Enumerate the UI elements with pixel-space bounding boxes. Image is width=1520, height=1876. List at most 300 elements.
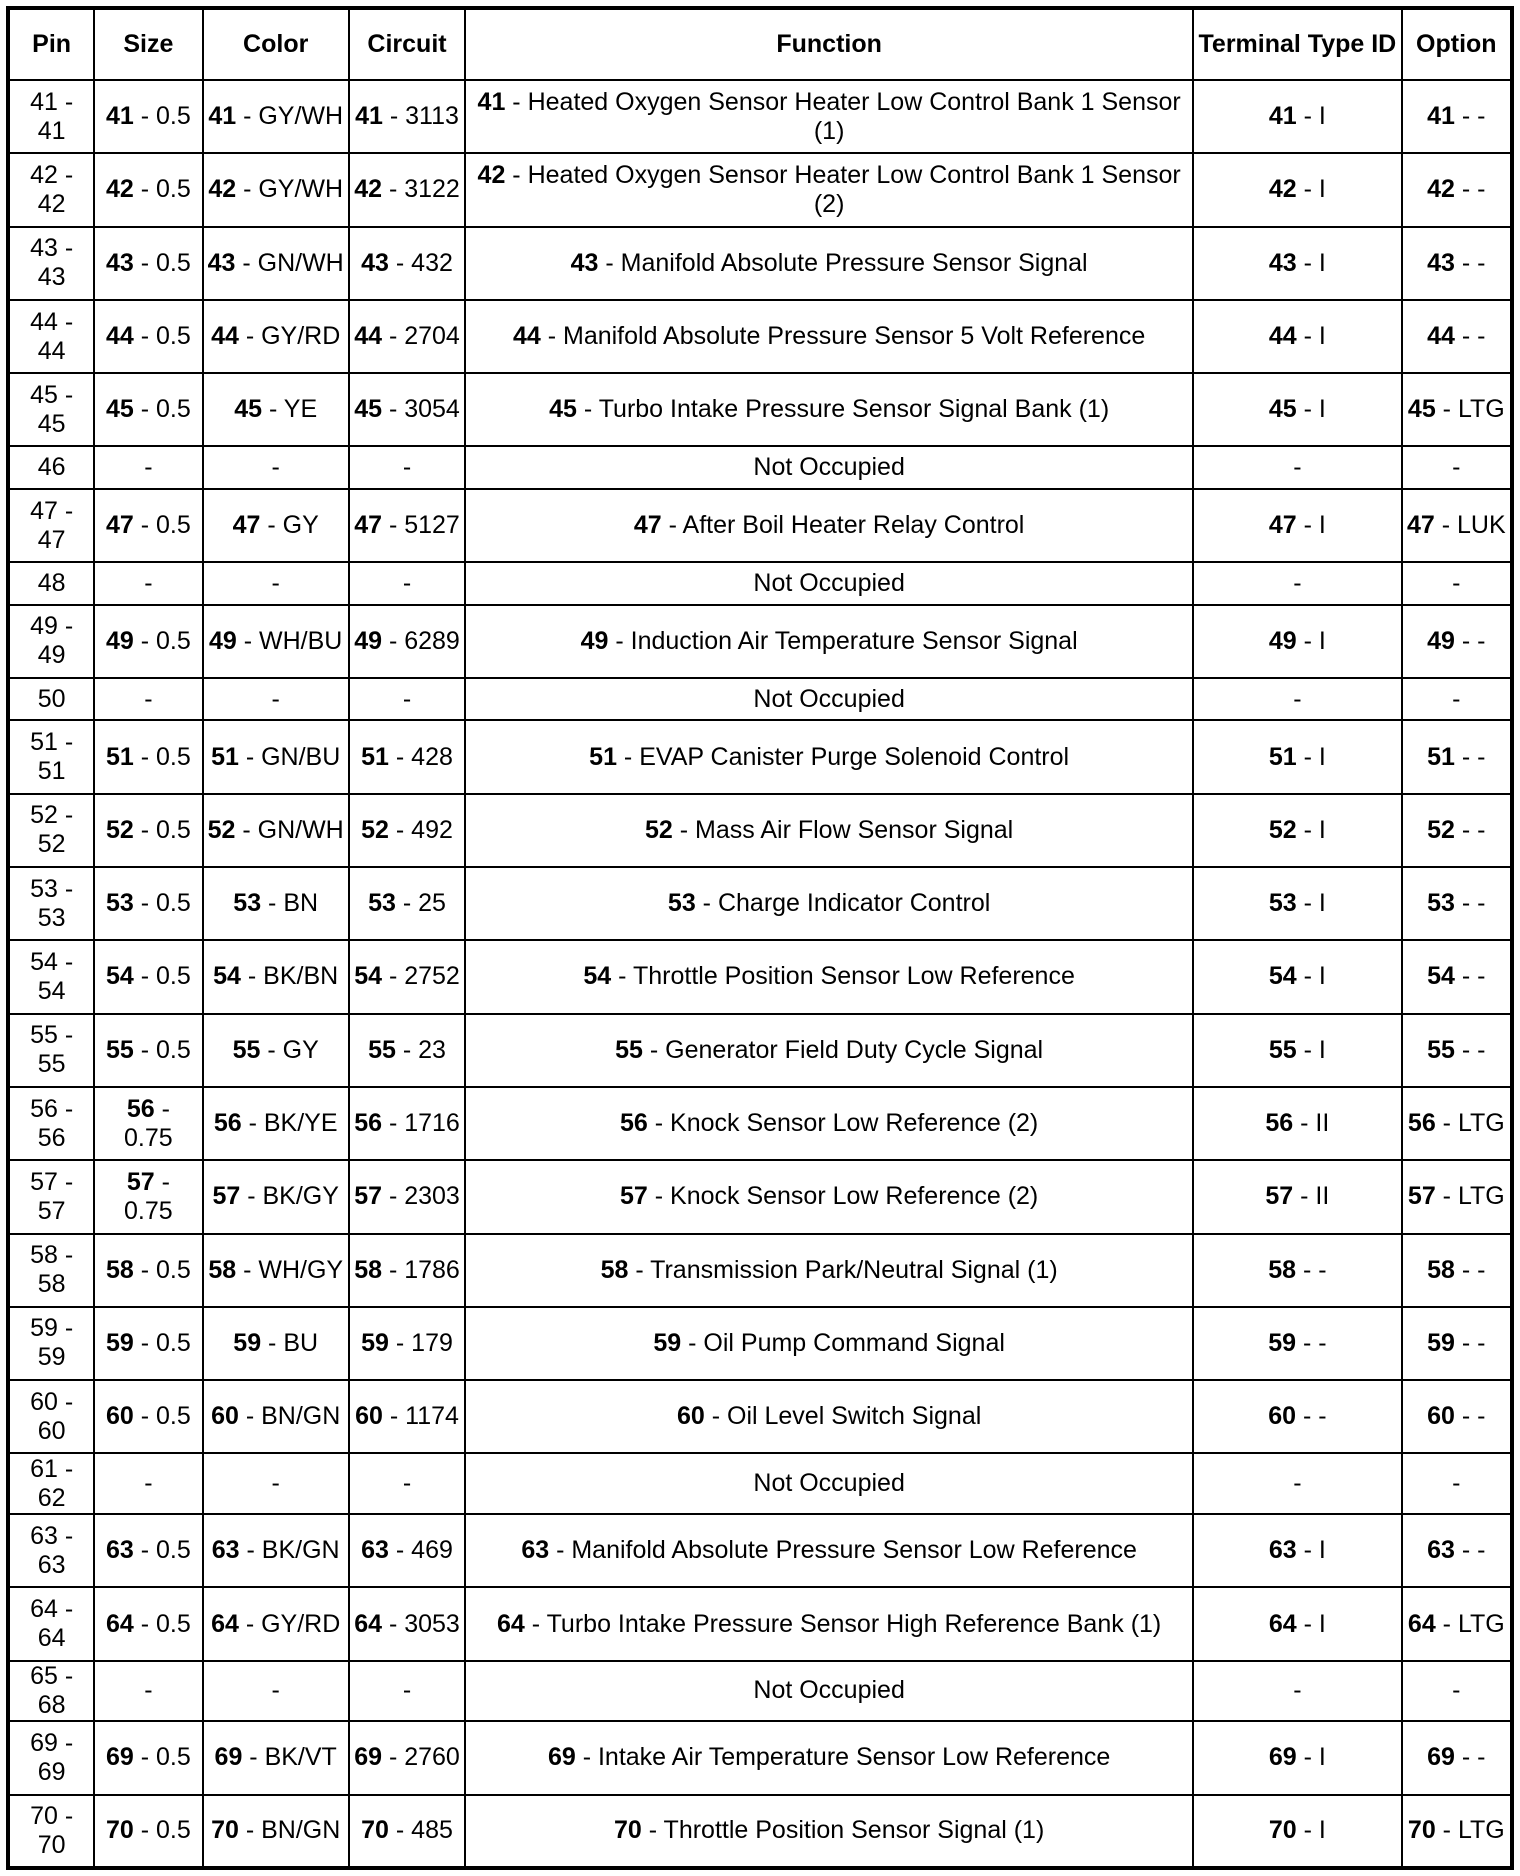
cell-color: [203, 1160, 349, 1233]
cell-function: Not Occupied: [465, 1661, 1193, 1722]
cell-pin-ref: 54: [354, 962, 382, 991]
cell-pin-ref: 69: [1268, 1743, 1297, 1772]
table-row: [8, 720, 1512, 793]
cell-value: - 0.5: [133, 626, 191, 655]
table-row: [8, 1380, 1512, 1453]
cell-value: - WH/BU: [236, 626, 343, 655]
header-option: Option: [1402, 8, 1512, 80]
cell-circuit: [349, 1721, 465, 1794]
cell-value: - GY: [260, 511, 319, 540]
cell-value: - 2760: [382, 1743, 460, 1772]
cell-terminal: [1193, 1721, 1402, 1794]
cell-terminal: -: [1193, 1661, 1402, 1722]
cell-value: - GY/WH: [236, 102, 344, 131]
table-row: [8, 1087, 1512, 1160]
table-row: [8, 489, 1512, 562]
cell-size: [94, 720, 202, 793]
table-row: [8, 1661, 1512, 1722]
cell-value: - BK/GN: [239, 1536, 340, 1565]
cell-pin-ref: 55: [1268, 1035, 1297, 1064]
cell-option: [1402, 867, 1512, 940]
cell-size: [94, 227, 202, 300]
cell-value: - -: [1454, 102, 1486, 131]
cell-pin-ref: 63: [1268, 1536, 1297, 1565]
cell-pin-ref: 45: [1268, 395, 1297, 424]
cell-pin-ref: 47: [633, 511, 662, 540]
cell-function: [465, 1160, 1193, 1233]
cell-value: - YE: [262, 395, 318, 424]
cell-value: - I: [1296, 815, 1326, 844]
cell-pin: 46: [8, 446, 94, 488]
cell-pin-ref: 63: [211, 1536, 240, 1565]
cell-circuit: [349, 373, 465, 446]
cell-value: - 0.5: [133, 1609, 191, 1638]
cell-pin-ref: 45: [354, 395, 382, 424]
cell-pin-ref: 41: [477, 87, 506, 116]
cell-pin-ref: 47: [105, 511, 134, 540]
cell-value: - I: [1296, 1035, 1326, 1064]
cell-pin-ref: 69: [105, 1743, 134, 1772]
cell-value: - 0.5: [133, 889, 191, 918]
cell-value: - EVAP Canister Purge Solenoid Control: [616, 742, 1070, 771]
cell-pin-ref: 60: [211, 1402, 239, 1431]
cell-option: [1402, 300, 1512, 373]
cell-pin-ref: 43: [1268, 248, 1297, 277]
cell-pin-ref: 52: [105, 815, 134, 844]
cell-function: [465, 1014, 1193, 1087]
cell-pin-ref: 53: [1427, 889, 1455, 918]
cell-pin-ref: 44: [1268, 322, 1297, 351]
cell-circuit: -: [349, 1661, 465, 1722]
cell-pin-ref: 54: [1268, 962, 1297, 991]
cell-value: - 0.5: [133, 1536, 191, 1565]
cell-value: - GN/BU: [238, 742, 341, 771]
cell-pin-ref: 54: [213, 962, 241, 991]
cell-pin-ref: 60: [355, 1402, 383, 1431]
cell-value: - -: [1454, 742, 1486, 771]
cell-value: - -: [1454, 1255, 1486, 1284]
cell-option: -: [1402, 1661, 1512, 1722]
cell-value: - LTG: [1435, 1609, 1505, 1638]
cell-value: - I: [1296, 102, 1326, 131]
cell-value: - I: [1296, 248, 1326, 277]
cell-color: -: [203, 1661, 349, 1722]
cell-function: [465, 300, 1193, 373]
cell-color: -: [203, 446, 349, 488]
cell-pin-ref: 64: [1268, 1609, 1297, 1638]
cell-color: [203, 1587, 349, 1660]
table-row: [8, 1234, 1512, 1307]
cell-value: - Charge Indicator Control: [695, 889, 991, 918]
cell-size: [94, 1587, 202, 1660]
cell-pin-ref: 43: [207, 248, 236, 277]
cell-circuit: [349, 1587, 465, 1660]
cell-circuit: -: [349, 1453, 465, 1514]
table-row: [8, 1307, 1512, 1380]
cell-pin-ref: 70: [361, 1816, 389, 1845]
cell-size: -: [94, 1453, 202, 1514]
cell-pin-ref: 58: [208, 1255, 237, 1284]
cell-function: [465, 227, 1193, 300]
cell-size: -: [94, 1661, 202, 1722]
cell-value: - Heated Oxygen Sensor Heater Low Control Bank 1 Sensor (2): [505, 160, 1181, 218]
cell-pin: 44 - 44: [8, 300, 94, 373]
cell-value: - II: [1293, 1182, 1330, 1211]
cell-pin-ref: 69: [1427, 1743, 1455, 1772]
cell-color: [203, 1380, 349, 1453]
cell-value: - GY/RD: [238, 322, 341, 351]
cell-function: [465, 867, 1193, 940]
cell-pin-ref: 45: [549, 395, 577, 424]
cell-pin-ref: 57: [212, 1182, 241, 1211]
cell-size: -: [94, 678, 202, 720]
header-terminal-type-id: Terminal Type ID: [1193, 8, 1402, 80]
cell-value: - -: [1454, 889, 1486, 918]
cell-color: [203, 1014, 349, 1087]
cell-value: - BU: [261, 1328, 319, 1357]
cell-pin-ref: 56: [619, 1109, 648, 1138]
cell-function: [465, 1514, 1193, 1587]
cell-pin-ref: 52: [361, 815, 389, 844]
cell-value: - BN/GN: [238, 1402, 341, 1431]
cell-option: [1402, 720, 1512, 793]
cell-pin-ref: 41: [208, 102, 237, 131]
cell-terminal: [1193, 940, 1402, 1013]
cell-pin-ref: 58: [105, 1255, 134, 1284]
cell-circuit: [349, 300, 465, 373]
cell-pin-ref: 47: [1406, 511, 1435, 540]
cell-value: - -: [1454, 1743, 1486, 1772]
table-row: [8, 1453, 1512, 1514]
cell-pin: 57 - 57: [8, 1160, 94, 1233]
cell-option: [1402, 80, 1512, 153]
cell-pin-ref: 56: [126, 1094, 155, 1123]
cell-pin-ref: 59: [233, 1328, 262, 1357]
cell-terminal: [1193, 1014, 1402, 1087]
cell-value: - I: [1296, 175, 1326, 204]
cell-function: [465, 153, 1193, 226]
cell-pin-ref: 57: [354, 1182, 382, 1211]
cell-value: - 485: [388, 1816, 453, 1845]
cell-pin-ref: 59: [105, 1328, 134, 1357]
cell-pin-ref: 55: [615, 1035, 643, 1064]
cell-pin-ref: 60: [1427, 1402, 1455, 1431]
cell-value: - I: [1296, 1816, 1326, 1845]
cell-circuit: [349, 794, 465, 867]
cell-value: - 6289: [382, 626, 460, 655]
cell-pin-ref: 55: [368, 1035, 396, 1064]
cell-color: [203, 867, 349, 940]
cell-pin-ref: 49: [209, 626, 237, 655]
cell-pin-ref: 52: [1268, 815, 1297, 844]
cell-option: [1402, 1721, 1512, 1794]
cell-option: [1402, 373, 1512, 446]
cell-pin-ref: 59: [1427, 1328, 1455, 1357]
cell-value: - GN/WH: [235, 815, 344, 844]
cell-pin-ref: 49: [1427, 626, 1455, 655]
cell-pin-ref: 49: [1268, 626, 1297, 655]
cell-pin-ref: 42: [1268, 175, 1297, 204]
cell-value: - 0.5: [133, 322, 191, 351]
cell-pin-ref: 57: [1265, 1182, 1294, 1211]
cell-circuit: [349, 605, 465, 678]
cell-value: - Throttle Position Sensor Signal (1): [641, 1816, 1045, 1845]
cell-value: - -: [1454, 322, 1486, 351]
cell-value: - -: [1454, 815, 1486, 844]
cell-pin: 45 - 45: [8, 373, 94, 446]
header-color: Color: [203, 8, 349, 80]
cell-terminal: [1193, 153, 1402, 226]
cell-circuit: [349, 1307, 465, 1380]
cell-pin-ref: 59: [653, 1328, 682, 1357]
cell-value: - -: [1454, 1035, 1486, 1064]
cell-color: [203, 605, 349, 678]
cell-size: [94, 1087, 202, 1160]
cell-terminal: [1193, 1514, 1402, 1587]
cell-function: [465, 489, 1193, 562]
cell-pin-ref: 52: [645, 815, 673, 844]
cell-value: - GY/RD: [238, 1609, 341, 1638]
cell-pin-ref: 54: [583, 962, 612, 991]
cell-size: [94, 1795, 202, 1868]
cell-pin-ref: 41: [105, 102, 134, 131]
cell-value: - -: [1296, 1328, 1327, 1357]
cell-pin-ref: 53: [105, 889, 134, 918]
table-row: [8, 227, 1512, 300]
cell-value: - Generator Field Duty Cycle Signal: [642, 1035, 1044, 1064]
cell-color: [203, 940, 349, 1013]
cell-color: -: [203, 562, 349, 604]
cell-function: [465, 1721, 1193, 1794]
cell-terminal: [1193, 1380, 1402, 1453]
cell-value: - BN/GN: [238, 1816, 341, 1845]
cell-value: - 0.75: [124, 1094, 173, 1152]
cell-pin-ref: 56: [1265, 1109, 1294, 1138]
cell-pin: 70 - 70: [8, 1795, 94, 1868]
cell-value: - 0.5: [133, 742, 191, 771]
cell-pin-ref: 54: [1427, 962, 1455, 991]
cell-pin-ref: 55: [1427, 1035, 1455, 1064]
cell-option: [1402, 1014, 1512, 1087]
table-row: [8, 1721, 1512, 1794]
cell-pin-ref: 60: [1268, 1402, 1296, 1431]
cell-pin-ref: 70: [1268, 1816, 1297, 1845]
cell-option: [1402, 489, 1512, 562]
cell-pin-ref: 51: [211, 742, 239, 771]
cell-pin-ref: 47: [232, 511, 261, 540]
cell-value: - 469: [388, 1536, 453, 1565]
cell-pin-ref: 60: [676, 1402, 705, 1431]
cell-terminal: [1193, 80, 1402, 153]
cell-terminal: -: [1193, 1453, 1402, 1514]
cell-pin-ref: 55: [105, 1035, 134, 1064]
cell-function: [465, 373, 1193, 446]
cell-circuit: [349, 489, 465, 562]
cell-pin-ref: 45: [234, 395, 263, 424]
cell-size: [94, 300, 202, 373]
cell-pin-ref: 44: [512, 322, 541, 351]
cell-value: - Manifold Absolute Pressure Sensor Signal: [598, 248, 1088, 277]
cell-value: - Manifold Absolute Pressure Sensor 5 Volt Reference: [540, 322, 1146, 351]
cell-pin: 53 - 53: [8, 867, 94, 940]
cell-pin-ref: 55: [232, 1035, 261, 1064]
cell-pin-ref: 42: [105, 175, 134, 204]
cell-pin-ref: 42: [1427, 175, 1455, 204]
cell-value: - 3113: [382, 102, 459, 131]
cell-function: [465, 80, 1193, 153]
pinout-table: [6, 6, 1514, 1870]
cell-pin: 69 - 69: [8, 1721, 94, 1794]
cell-value: - I: [1296, 742, 1326, 771]
cell-value: - GY/WH: [236, 175, 344, 204]
cell-pin: 59 - 59: [8, 1307, 94, 1380]
cell-value: - I: [1296, 511, 1326, 540]
header-function: Function: [465, 8, 1193, 80]
cell-pin-ref: 47: [354, 511, 382, 540]
cell-value: - Intake Air Temperature Sensor Low Reference: [575, 1743, 1111, 1772]
cell-value: - 2752: [382, 962, 460, 991]
cell-size: [94, 1160, 202, 1233]
cell-value: - LUK: [1434, 511, 1506, 540]
cell-option: [1402, 1307, 1512, 1380]
cell-color: [203, 300, 349, 373]
cell-function: [465, 1380, 1193, 1453]
cell-pin-ref: 57: [1407, 1182, 1436, 1211]
cell-function: [465, 1087, 1193, 1160]
cell-value: - 179: [388, 1328, 453, 1357]
cell-pin-ref: 58: [1268, 1255, 1296, 1284]
cell-color: [203, 1307, 349, 1380]
cell-value: - Turbo Intake Pressure Sensor Signal Bank (1): [576, 395, 1110, 424]
cell-pin: 56 - 56: [8, 1087, 94, 1160]
cell-function: Not Occupied: [465, 1453, 1193, 1514]
cell-option: [1402, 1514, 1512, 1587]
cell-value: - 432: [388, 248, 453, 277]
cell-value: - -: [1454, 1536, 1486, 1565]
cell-option: -: [1402, 562, 1512, 604]
cell-value: - 3054: [382, 395, 460, 424]
cell-pin-ref: 45: [1407, 395, 1436, 424]
cell-size: [94, 1014, 202, 1087]
cell-value: - 1786: [382, 1255, 460, 1284]
cell-pin-ref: 41: [355, 102, 383, 131]
cell-size: [94, 1380, 202, 1453]
cell-value: - BK/BN: [240, 962, 339, 991]
cell-pin-ref: 43: [1427, 248, 1455, 277]
cell-value: - I: [1296, 322, 1326, 351]
cell-function: Not Occupied: [465, 446, 1193, 488]
cell-terminal: [1193, 227, 1402, 300]
header-circuit: Circuit: [349, 8, 465, 80]
table-row: [8, 562, 1512, 604]
cell-value: - GN/WH: [235, 248, 344, 277]
cell-pin: 50: [8, 678, 94, 720]
cell-terminal: [1193, 1087, 1402, 1160]
cell-option: [1402, 940, 1512, 1013]
cell-pin-ref: 64: [497, 1609, 525, 1638]
cell-size: [94, 80, 202, 153]
cell-option: [1402, 153, 1512, 226]
cell-value: - Throttle Position Sensor Low Reference: [611, 962, 1075, 991]
cell-color: -: [203, 678, 349, 720]
cell-size: [94, 489, 202, 562]
cell-option: -: [1402, 678, 1512, 720]
cell-pin: 54 - 54: [8, 940, 94, 1013]
cell-terminal: [1193, 720, 1402, 793]
header-row: [8, 8, 1512, 80]
cell-color: [203, 80, 349, 153]
table-row: [8, 940, 1512, 1013]
cell-circuit: [349, 1087, 465, 1160]
cell-pin-ref: 53: [368, 889, 396, 918]
cell-size: -: [94, 446, 202, 488]
cell-circuit: [349, 1380, 465, 1453]
cell-function: [465, 1307, 1193, 1380]
cell-pin-ref: 54: [105, 962, 134, 991]
cell-value: - I: [1296, 962, 1326, 991]
cell-pin-ref: 51: [1427, 742, 1455, 771]
cell-function: [465, 794, 1193, 867]
cell-pin: 52 - 52: [8, 794, 94, 867]
cell-value: - 0.5: [133, 1328, 191, 1357]
cell-circuit: [349, 153, 465, 226]
cell-option: [1402, 227, 1512, 300]
cell-value: - Heated Oxygen Sensor Heater Low Control Bank 1 Sensor (1): [505, 87, 1181, 145]
cell-terminal: -: [1193, 562, 1402, 604]
cell-value: - II: [1293, 1109, 1330, 1138]
cell-pin: 65 - 68: [8, 1661, 94, 1722]
cell-function: [465, 1795, 1193, 1868]
cell-size: [94, 605, 202, 678]
cell-pin-ref: 41: [1427, 102, 1455, 131]
cell-circuit: [349, 227, 465, 300]
cell-terminal: [1193, 1587, 1402, 1660]
table-row: [8, 605, 1512, 678]
cell-value: - 25: [395, 889, 446, 918]
cell-terminal: [1193, 605, 1402, 678]
cell-pin-ref: 42: [354, 175, 382, 204]
cell-value: - Oil Pump Command Signal: [681, 1328, 1005, 1357]
cell-option: [1402, 794, 1512, 867]
table-row: [8, 1014, 1512, 1087]
cell-color: [203, 489, 349, 562]
cell-pin: 48: [8, 562, 94, 604]
cell-value: - -: [1454, 962, 1486, 991]
cell-pin: 61 - 62: [8, 1453, 94, 1514]
cell-value: - 1716: [382, 1109, 460, 1138]
cell-value: - 0.75: [124, 1167, 173, 1225]
cell-value: - 2704: [382, 322, 460, 351]
cell-pin-ref: 56: [1407, 1109, 1436, 1138]
cell-value: - Knock Sensor Low Reference (2): [647, 1182, 1039, 1211]
cell-pin-ref: 44: [354, 322, 382, 351]
cell-terminal: -: [1193, 678, 1402, 720]
cell-value: - I: [1296, 626, 1326, 655]
cell-option: [1402, 1380, 1512, 1453]
cell-value: - Transmission Park/Neutral Signal (1): [628, 1255, 1058, 1284]
cell-pin-ref: 64: [105, 1609, 134, 1638]
cell-value: - LTG: [1435, 395, 1505, 424]
cell-value: - -: [1454, 626, 1486, 655]
cell-option: -: [1402, 446, 1512, 488]
cell-terminal: [1193, 489, 1402, 562]
table-row: [8, 1160, 1512, 1233]
cell-value: - -: [1454, 248, 1486, 277]
cell-pin-ref: 59: [361, 1328, 389, 1357]
cell-pin: 43 - 43: [8, 227, 94, 300]
cell-pin-ref: 51: [361, 742, 389, 771]
cell-function: [465, 1587, 1193, 1660]
